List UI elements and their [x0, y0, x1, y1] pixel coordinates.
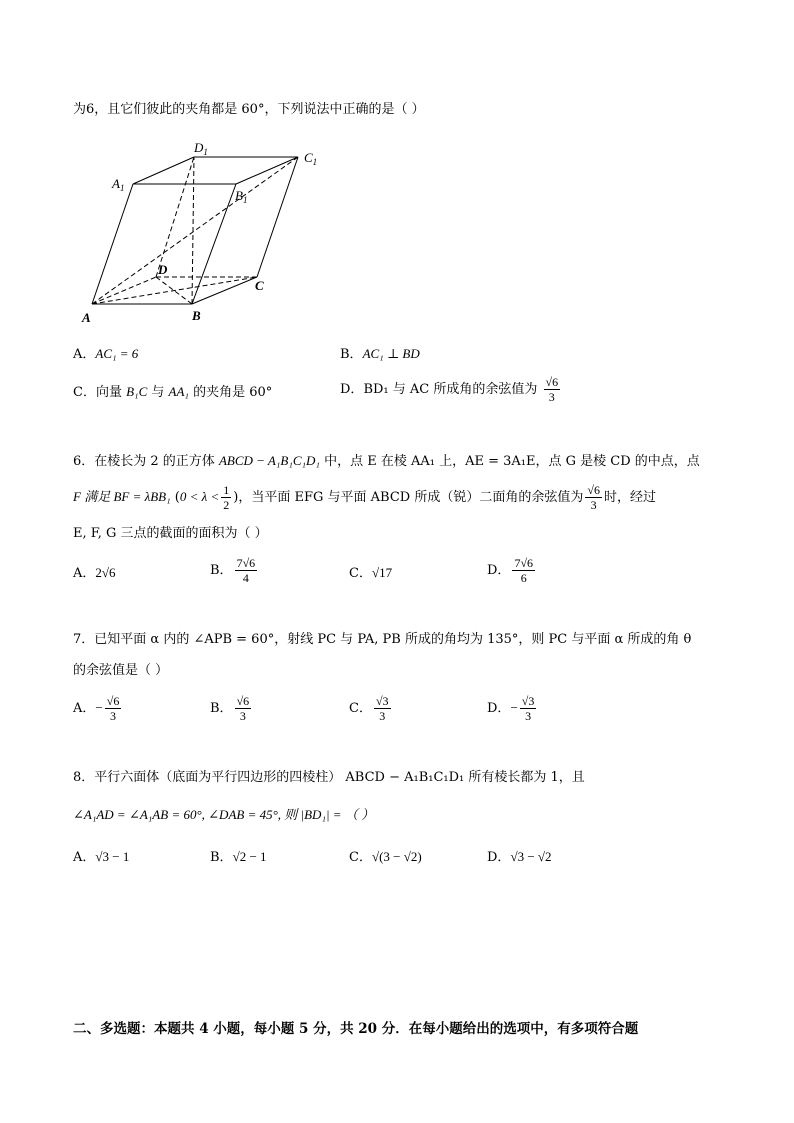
label-D1: $D_1$ — [194, 140, 208, 157]
edge-C-C1 — [257, 157, 298, 277]
q5-option-c[interactable]: C．向量 B₁C 与 AA₁ 的夹角是 60° — [73, 384, 273, 400]
q6-line-1: 6．在棱长为 2 的正方体 ABCD − A₁B₁C₁D₁ 中，点 E 在棱 AA₁ 上，AE = 3A₁E，点 G 是棱 CD 的中点，点 — [73, 453, 700, 469]
q8-line-2: ∠A₁AD = ∠A₁AB = 60°, ∠DAB = 45°, 则 |BD₁| = （ ） — [73, 807, 375, 822]
edge-A1-D1 — [133, 157, 194, 184]
edge-A-A1 — [92, 184, 133, 304]
q7-line-1: 7．已知平面 α 内的 ∠APB = 60°，射线 PC 与 PA, PB 所成的角均为 135°，则 PC 与平面 α 所成的角 θ — [73, 632, 692, 647]
label-B: B — [192, 308, 201, 323]
diag-A-C1 — [92, 157, 298, 304]
q6-option-b[interactable]: B． $\frac{7√6}{4}$ — [210, 556, 256, 585]
q7-option-d[interactable]: D．− $\frac{√3}{3}$ — [487, 694, 535, 723]
q7-option-c[interactable]: C． $\frac{√3}{3}$ — [349, 694, 389, 723]
label-C1: $C_1$ — [304, 150, 318, 167]
q6-option-d[interactable]: D． $\frac{7√6}{6}$ — [487, 556, 534, 585]
q8-option-a[interactable]: A．√3 − 1 — [73, 849, 130, 865]
label-A1: $A_1$ — [112, 176, 125, 193]
q5-option-b[interactable]: B．AC₁ ⊥ BD — [340, 346, 420, 362]
q8-option-c[interactable]: C．√(3 − √2) — [349, 849, 422, 865]
edge-A-D — [92, 277, 156, 304]
q8-line-1: 8．平行六面体（底面为平行四边形的四棱柱） ABCD − A₁B₁C₁D₁ 所有棱长都为 1，且 — [73, 770, 585, 785]
label-A: A — [82, 310, 91, 325]
q7-line-2: 的余弦值是（ ） — [73, 663, 169, 678]
edge-D-D1 — [156, 157, 194, 277]
q5-option-a[interactable]: A．AC₁ = 6 — [73, 346, 139, 362]
q5-stem-tail: 为6，且它们彼此的夹角都是 60°，下列说法中正确的是（ ） — [73, 102, 425, 117]
q6-option-c[interactable]: C．√17 — [349, 565, 393, 581]
q8-option-d[interactable]: D．√3 − √2 — [487, 849, 552, 865]
label-C: C — [255, 278, 264, 293]
q6-line-2: F 满足 BF = λBB₁ (0 < λ < $\frac{1}{2}$ )，当平面 EFG 与平面 ABCD 所成（锐）二面角的余弦值为 $\frac{√6}{3}$ 时，经过 — [73, 483, 656, 512]
label-D: D — [158, 262, 168, 277]
q6-option-a[interactable]: A．2√6 — [73, 565, 116, 581]
diag-B-D1 — [192, 157, 194, 304]
q5-option-d[interactable]: D．BD₁ 与 AC 所成角的余弦值为 $\frac{√6}{3}$ — [340, 375, 559, 404]
parallelepiped-figure — [80, 138, 340, 328]
lambda-condition: (0 < λ < $\frac{1}{2}$ ) — [174, 483, 239, 512]
q8-option-b[interactable]: B．√2 − 1 — [210, 849, 267, 865]
q7-option-b[interactable]: B． $\frac{√6}{3}$ — [210, 694, 250, 723]
label-B1: $B_1$ — [235, 188, 248, 205]
q7-option-a[interactable]: A．− $\frac{√6}{3}$ — [73, 694, 120, 723]
edge-B-C — [192, 277, 257, 304]
section-2-heading: 二、多选题：本题共 4 小题，每小题 5 分，共 20 分．在每小题给出的选项中，有多项符合题 — [73, 1021, 639, 1037]
edge-B1-C1 — [236, 157, 298, 184]
diag-A-C — [92, 277, 257, 304]
q6-line-3: E, F, G 三点的截面的面积为（ ） — [73, 526, 268, 541]
edge-B-B1 — [192, 184, 236, 304]
